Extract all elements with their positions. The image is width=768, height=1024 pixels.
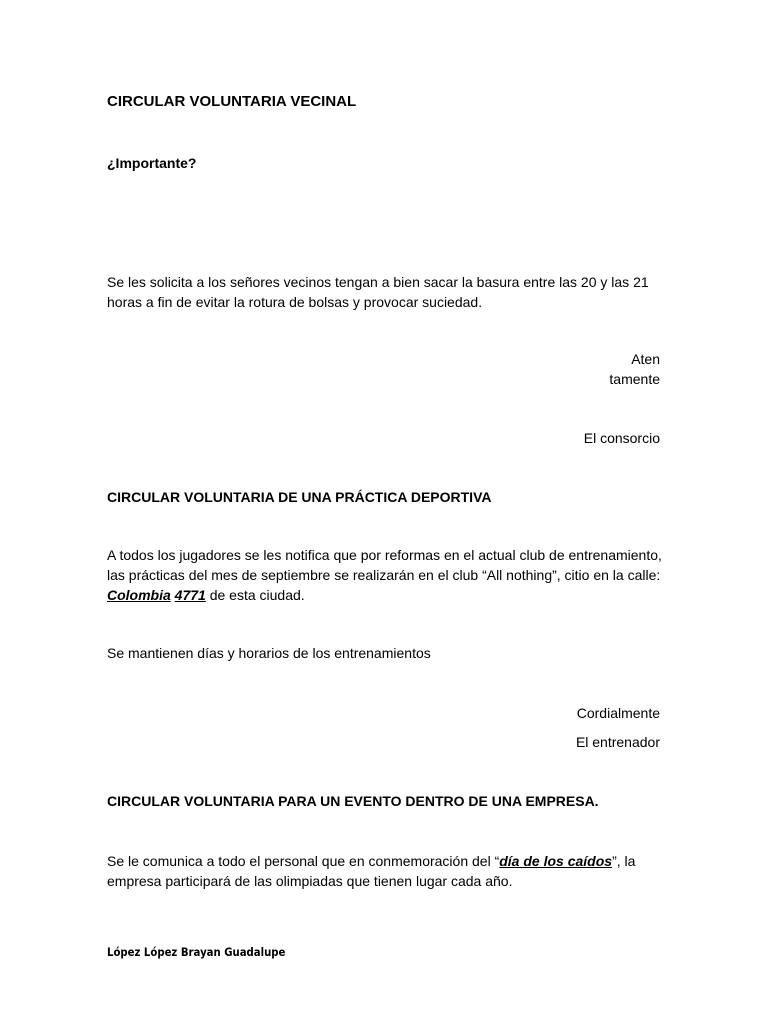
section3-body-part2: ”, la empresa participará de las olimpiadas que tienen lugar cada año. — [107, 853, 636, 889]
section2-body-part1: A todos los jugadores se les notifica que por reformas en el actual club de entrenamiento, las prácticas del mes de septiembre se realizarán en el club “All nothing”, citio en la calle: — [107, 547, 662, 583]
section3-event: día de los caídos — [499, 853, 613, 869]
section1-closing-line1: Aten — [631, 351, 660, 367]
footer-author: López López Brayan Guadalupe — [107, 945, 286, 959]
section1-signature: El consorcio — [583, 430, 660, 446]
section1-title: CIRCULAR VOLUNTARIA VECINAL — [107, 93, 357, 110]
section3-title: CIRCULAR VOLUNTARIA PARA UN EVENTO DENTRO DE UNA EMPRESA. — [107, 793, 599, 809]
section2-street: Colombia — [107, 587, 171, 603]
section1-closing-line2: tamente — [609, 371, 660, 387]
section2-body-part2: de esta ciudad. — [205, 587, 305, 603]
section2-title: CIRCULAR VOLUNTARIA DE UNA PRÁCTICA DEPORTIVA — [107, 489, 492, 505]
section1-body: Se les solicita a los señores vecinos tengan a bien sacar la basura entre las 20 y las 21 horas a fin de evitar la rotura de bolsas y provocar suciedad. — [107, 274, 649, 310]
section3-body-part1: Se le comunica a todo el personal que en conmemoración del “ — [107, 853, 500, 869]
section2-signature: El entrenador — [575, 734, 660, 750]
section1-subtitle: ¿Importante? — [107, 155, 197, 171]
section2-body — [107, 545, 667, 605]
section2-note: Se mantienen días y horarios de los entrenamientos — [107, 645, 431, 661]
section3-body — [107, 851, 667, 891]
section2-closing: Cordialmente — [576, 705, 660, 721]
section2-number: 4771 — [174, 587, 206, 603]
